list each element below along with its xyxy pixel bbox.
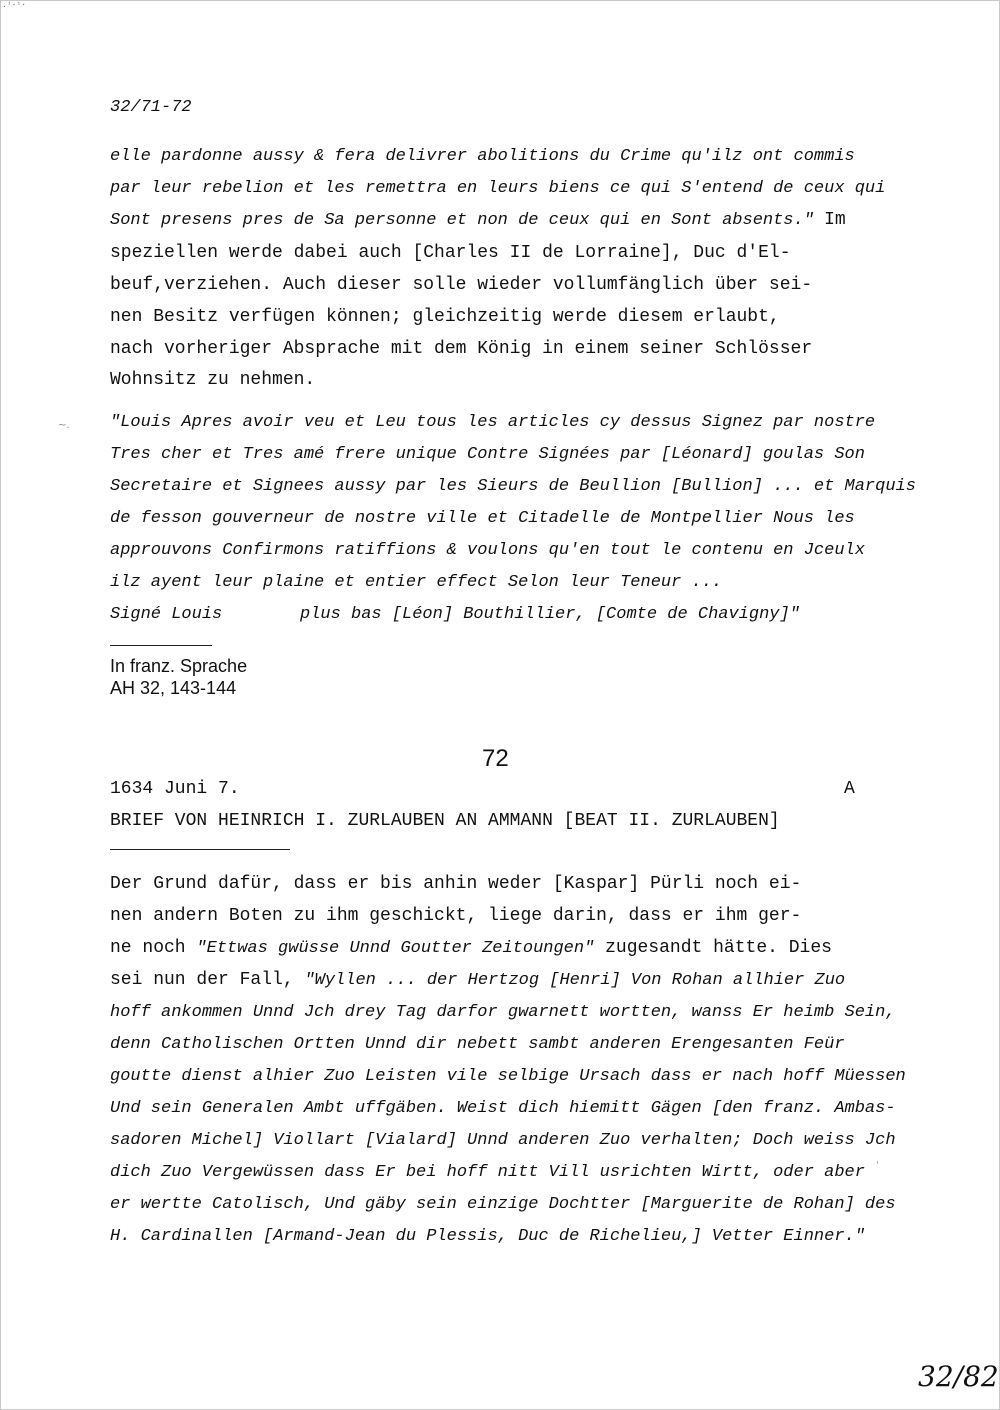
doc71-line <box>110 243 791 263</box>
doc71-line <box>110 146 855 167</box>
doc71-line <box>110 339 812 359</box>
quoted-text: Und sein Generalen Ambt uffgäben. Weist dich hiemitt Gägen [den franz. Ambas- <box>110 1099 896 1118</box>
quoted-text: denn Catholischen Ortten Unnd dir nebett sambt anderen Erengesanten Feür <box>110 1035 845 1054</box>
quote-line: Secretaire et Signees aussy par les Sieurs de Beullion [Bullion] ... et Marquis <box>110 477 916 496</box>
body-text: speziellen werde dabei auch [Charles II de Lorraine], Duc d'El- <box>110 243 791 263</box>
document-title: BRIEF VON HEINRICH I. ZURLAUBEN AN AMMANN [BEAT II. ZURLAUBEN] <box>110 811 780 831</box>
document-date: 1634 Juni 7. <box>110 779 240 799</box>
document-number: 72 <box>482 745 509 772</box>
doc72-line <box>110 938 832 959</box>
doc71-line <box>110 275 812 295</box>
doc72-line <box>110 906 801 926</box>
quoted-text: elle pardonne aussy & fera delivrer abolitions du Crime qu'ilz ont commis <box>110 147 855 166</box>
quoted-text: "Wyllen ... der Hertzog [Henri] Von Rohan allhier Zuo <box>304 971 846 990</box>
doc71-line <box>110 307 780 327</box>
quoted-text: sadoren Michel] Viollart [Vialard] Unnd anderen Zuo verhalten; Doch weiss Jch <box>110 1131 896 1150</box>
doc72-line <box>110 1098 896 1119</box>
signature-right: plus bas [Léon] Bouthillier, [Comte de Chavigny]" <box>300 605 800 624</box>
body-text: nen andern Boten zu ihm geschickt, liege darin, dass er ihm ger- <box>110 906 802 926</box>
body-text: ne noch <box>110 938 197 958</box>
quote-line: Tres cher et Tres amé frere unique Contre Signées par [Léonard] goulas Son <box>110 445 865 464</box>
doc72-line <box>110 1194 896 1215</box>
doc72-line <box>110 1130 896 1151</box>
quoted-text: H. Cardinallen [Armand-Jean du Plessis, Duc de Richelieu,] Vetter Einner." <box>110 1227 865 1246</box>
body-text: sei nun der Fall, <box>110 970 305 990</box>
quoted-text: par leur rebelion et les remettra en leurs biens ce qui S'entend de ceux qui <box>110 179 886 198</box>
top-margin-mark: .ⁱ·ⁱ· <box>2 0 27 9</box>
doc71-line <box>110 178 885 199</box>
doc72-line <box>110 1162 865 1183</box>
side-margin-mark: ~. <box>58 420 70 431</box>
quoted-text: goutte dienst alhier Zuo Leisten vile selbige Ursach dass er nach hoff Müessen <box>110 1067 906 1086</box>
quote-line: "Louis Apres avoir veu et Leu tous les articles cy dessus Signez par nostre <box>110 413 876 432</box>
body-text: nen Besitz verfügen können; gleichzeitig werde diesem erlaubt, <box>110 307 780 327</box>
note-source: AH 32, 143-144 <box>110 678 237 698</box>
document-letter: A <box>844 779 855 799</box>
quote-line: de fesson gouverneur de nostre ville et Citadelle de Montpellier Nous les <box>110 509 855 528</box>
quoted-text: er wertte Catolisch, Und gäby sein einzige Dochtter [Marguerite de Rohan] des <box>110 1195 896 1214</box>
note-language: In franz. Sprache <box>110 656 248 676</box>
quoted-text: dich Zuo Vergewüssen dass Er bei hoff nitt Vill usrichten Wirtt, oder aber <box>110 1163 865 1182</box>
doc71-line <box>110 210 846 231</box>
archive-stamp: 32/82 <box>918 1360 999 1393</box>
body-text: Im <box>824 210 846 230</box>
title-divider <box>110 849 290 850</box>
doc72-line <box>110 1002 896 1023</box>
note-divider <box>110 645 212 646</box>
quoted-text: hoff ankommen Unnd Jch drey Tag darfor gwarnett wortten, wanss Er heimb Sein, <box>110 1003 896 1022</box>
body-text: beuf,verziehen. Auch dieser solle wieder vollumfänglich über sei- <box>110 275 813 295</box>
doc71-line <box>110 370 315 390</box>
doc72-line <box>110 874 801 894</box>
document-reference: 32/71-72 <box>110 98 192 117</box>
quote-line: approuvons Confirmons ratiffions & voulons qu'en tout le contenu en Jceulx <box>110 541 865 560</box>
doc72-line <box>110 1034 845 1055</box>
doc72-line <box>110 1066 906 1087</box>
body-text: Wohnsitz zu nehmen. <box>110 370 316 390</box>
body-text: zugesandt hätte. Dies <box>594 938 832 958</box>
right-margin-mark: ' <box>876 1160 879 1171</box>
quoted-text: Sont presens pres de Sa personne et non de ceux qui en Sont absents." <box>110 211 825 230</box>
doc72-line <box>110 970 845 991</box>
doc72-line <box>110 1226 865 1247</box>
signature-left: Signé Louis <box>110 605 223 624</box>
body-text: Der Grund dafür, dass er bis anhin weder [Kaspar] Pürli noch ei- <box>110 874 802 894</box>
body-text: nach vorheriger Absprache mit dem König in einem seiner Schlösser <box>110 339 813 359</box>
quote-line: ilz ayent leur plaine et entier effect Selon leur Teneur ... <box>110 573 723 592</box>
quoted-text: "Ettwas gwüsse Unnd Goutter Zeitoungen" <box>196 939 595 958</box>
